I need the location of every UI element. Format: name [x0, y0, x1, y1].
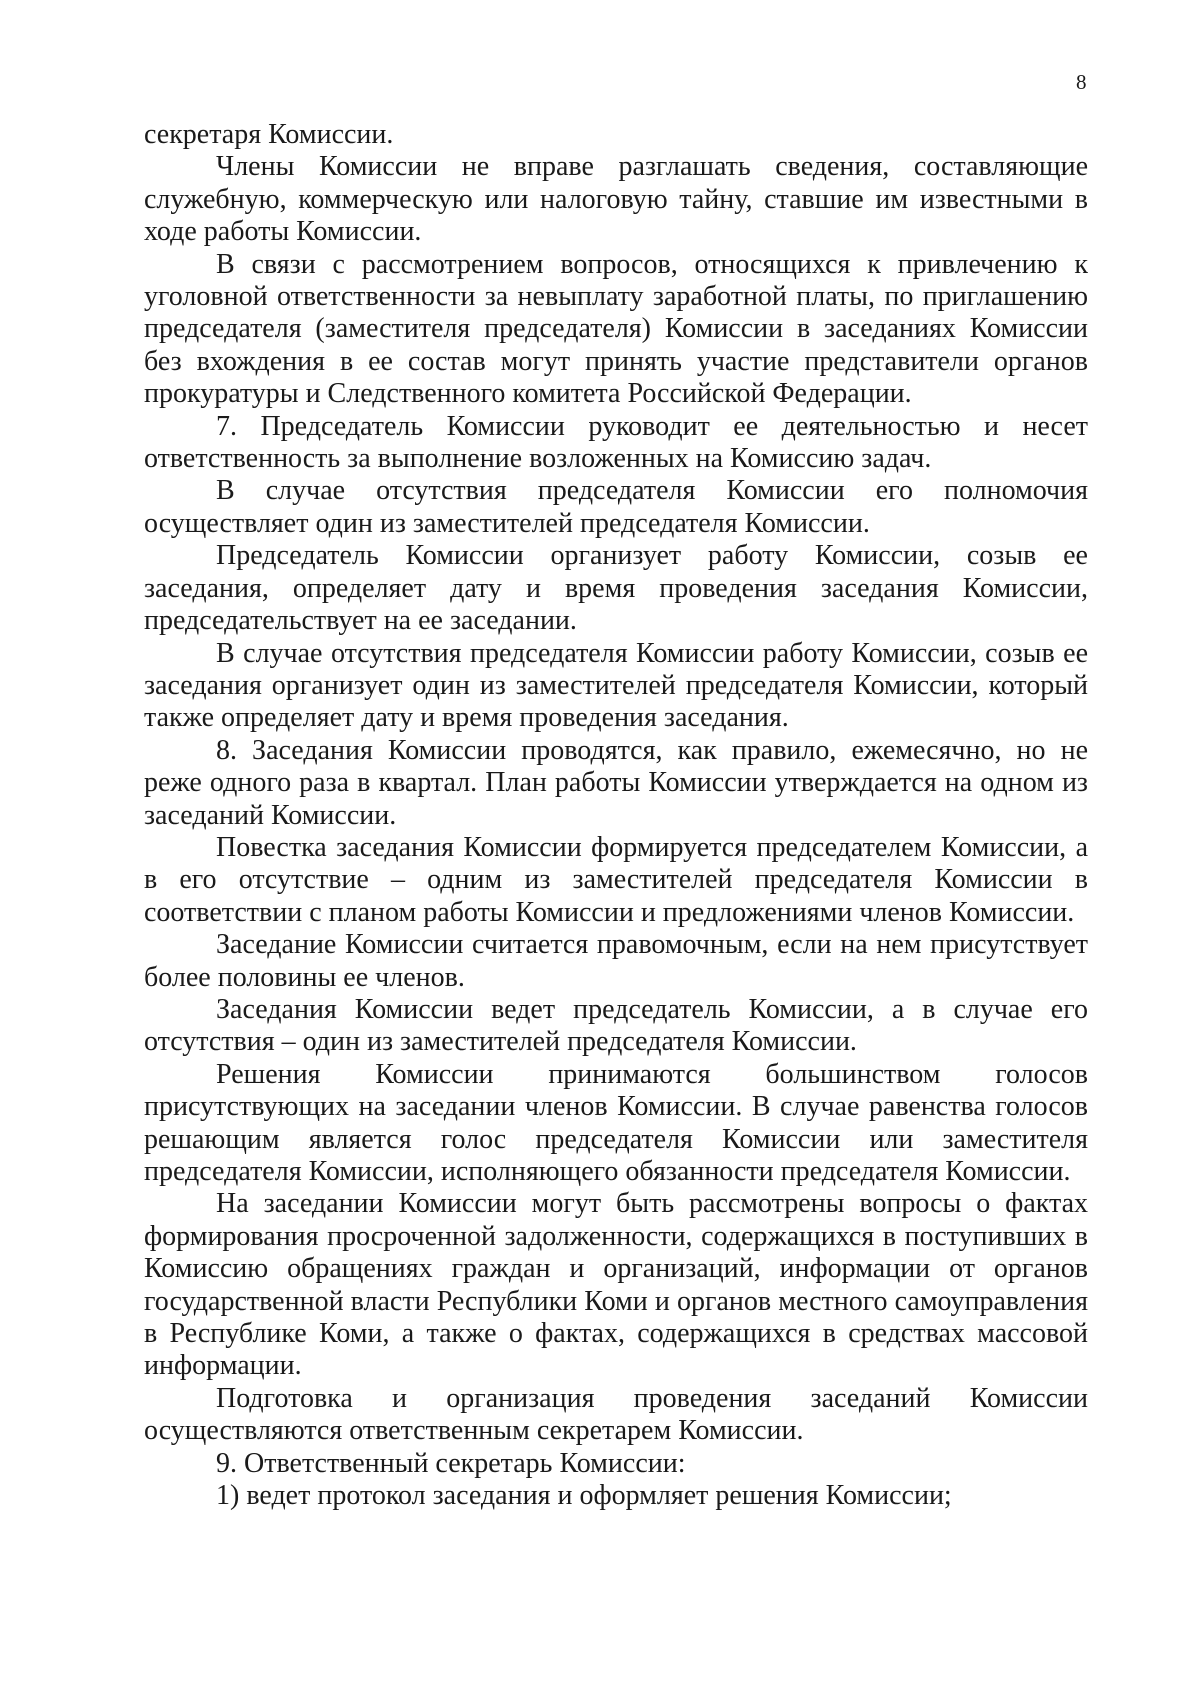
- paragraph: Подготовка и организация проведения заседаний Комиссии осуществляются ответственным секретарем Комиссии.: [144, 1382, 1088, 1447]
- document-body: [144, 119, 1088, 1512]
- paragraph: Решения Комиссии принимаются большинством голосов присутствующих на заседании членов Комиссии. В случае равенства голосов решающим является голос председателя Комиссии или заместителя председателя Комиссии, исполняющего обязанности председателя Комиссии.: [144, 1058, 1088, 1187]
- paragraph: Повестка заседания Комиссии формируется председателем Комиссии, а в его отсутствие – одним из заместителей председателя Комиссии в соответствии с планом работы Комиссии и предложениями членов Комиссии.: [144, 831, 1088, 928]
- paragraph: 8. Заседания Комиссии проводятся, как правило, ежемесячно, но не реже одного раза в квартал. План работы Комиссии утверждается на одном из заседаний Комиссии.: [144, 734, 1088, 831]
- paragraph: 1) ведет протокол заседания и оформляет решения Комиссии;: [216, 1480, 952, 1512]
- paragraph: Заседание Комиссии считается правомочным, если на нем присутствует более половины ее членов.: [144, 929, 1088, 993]
- paragraph: В случае отсутствия председателя Комиссии его полномочия осуществляет один из заместителей председателя Комиссии.: [144, 475, 1088, 539]
- paragraph: 9. Ответственный секретарь Комиссии:: [216, 1447, 686, 1479]
- paragraph: Члены Комиссии не вправе разглашать сведения, составляющие служебную, коммерческую или налоговую тайну, ставшие им известными в ходе работы Комиссии.: [144, 151, 1088, 248]
- paragraph: В случае отсутствия председателя Комиссии работу Комиссии, созыв ее заседания организует один из заместителей председателя Комиссии, который также определяет дату и время проведения заседания.: [144, 637, 1088, 734]
- paragraph: Председатель Комиссии организует работу Комиссии, созыв ее заседания, определяет дату и время проведения заседания Комиссии, председательствует на ее заседании.: [144, 540, 1088, 637]
- paragraph: На заседании Комиссии могут быть рассмотрены вопросы о фактах формирования просроченной задолженности, содержащихся в поступивших в Комиссию обращениях граждан и организаций, информации от органов государственной власти Республики Коми и органов местного самоуправления в Республике Коми, а также о фактах, содержащихся в средствах массовой информации.: [144, 1188, 1088, 1382]
- paragraph: Заседания Комиссии ведет председатель Комиссии, а в случае его отсутствия – один из заместителей председателя Комиссии.: [144, 993, 1088, 1058]
- page-number: 8: [1076, 70, 1087, 94]
- paragraph: В связи с рассмотрением вопросов, относящихся к привлечению к уголовной ответственности за невыплату заработной платы, по приглашению председателя (заместителя председателя) Комиссии в заседаниях Комиссии без вхождения в ее состав могут принять участие представители органов прокуратуры и Следственного комитета Российской Федерации.: [144, 248, 1088, 410]
- paragraph: 7. Председатель Комиссии руководит ее деятельностью и несет ответственность за выполнение возложенных на Комиссию задач.: [144, 410, 1088, 475]
- paragraph: секретаря Комиссии.: [144, 119, 394, 150]
